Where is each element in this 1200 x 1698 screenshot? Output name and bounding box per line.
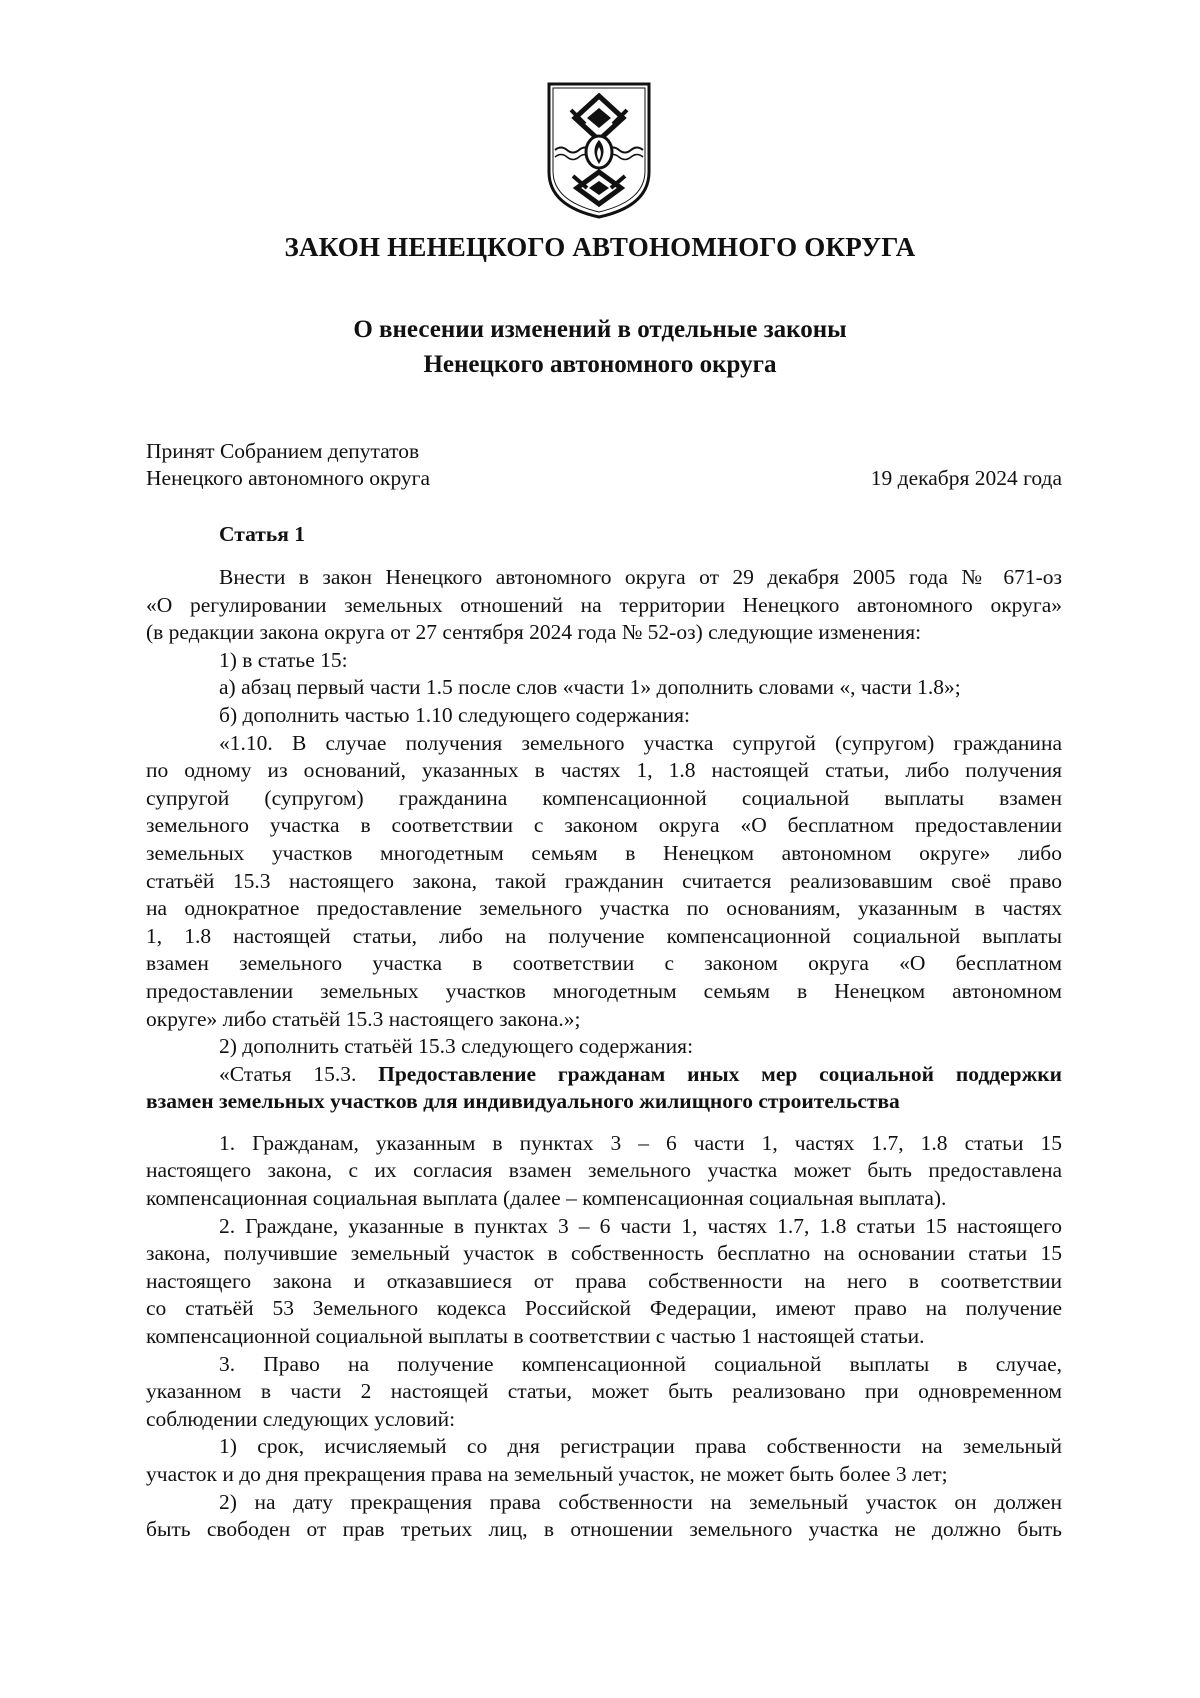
text-line: Внести в закон Ненецкого автономного округа от 29 декабря 2005 года № 671-оз: [219, 565, 1062, 589]
part-1-10: [146, 730, 1062, 1034]
adoption-body-line1: Принят Собранием депутатов: [146, 439, 420, 463]
text-line: «1.10. В случае получения земельного участка супругой (супругом) гражданина: [219, 730, 1062, 755]
paragraph-3: [146, 1351, 1062, 1434]
text-line: 3. Право на получение компенсационной социальной выплаты в случае,: [219, 1351, 1062, 1376]
text-line: соблюдении следующих условий:: [146, 1406, 456, 1431]
article-body: [146, 564, 1062, 1544]
text-line: на однократное предоставление земельного участка по основаниям, указанным в частях: [146, 896, 1062, 921]
text-line: земельного участка в соответствии с законом округа «О бесплатном предоставлении: [146, 813, 1062, 838]
text-line: супругой (супругом) гражданина компенсационной социальной выплаты взамен: [146, 785, 1062, 810]
text-line: компенсационная социальная выплата (далее – компенсационная социальная выплата).: [146, 1186, 947, 1211]
text-line: взамен земельного участка в соответствии с законом округа «О бесплатном: [146, 951, 1062, 976]
text-line: со статьёй 53 Земельного кодекса Российской Федерации, имеют право на получение: [146, 1296, 1062, 1321]
coat-of-arms-icon: [545, 80, 653, 220]
article-15-3-heading: [146, 1061, 1062, 1116]
text-line: земельных участков многодетным семьям в Ненецком автономном округе» либо: [146, 840, 1062, 865]
adoption-body-line2: Ненецкого автономного округа: [146, 466, 431, 490]
text-line: предоставлении земельных участков многодетным семьям в Ненецком автономном: [146, 978, 1062, 1003]
condition-1: [146, 1433, 1062, 1488]
text-line: (в редакции закона округа от 27 сентября 2024 года № 52-оз) следующие изменения:: [146, 620, 922, 645]
adoption-date: 19 декабря 2024 года: [870, 466, 1062, 490]
text-line: быть свободен от прав третьих лиц, в отношении земельного участка не должно быть: [146, 1517, 1062, 1542]
text-line: статьёй 15.3 настоящего закона, такой гражданин считается реализовавшим своё право: [146, 868, 1062, 893]
intro-paragraph: [146, 564, 1062, 647]
text-line: 2. Граждане, указанные в пунктах 3 – 6 части 1, частях 1.7, 1.8 статьи 15 настоящего: [219, 1213, 1062, 1238]
item-1: 1) в статье 15:: [219, 647, 348, 672]
text-line: 1, 1.8 настоящей статьи, либо на получение компенсационной социальной выплаты: [146, 923, 1062, 948]
text-line: настоящего закона и отказавшиеся от права собственности на него в соответствии: [146, 1268, 1062, 1293]
text-line: 1) срок, исчисляемый со дня регистрации права собственности на земельный: [219, 1434, 1062, 1459]
item-1a: а) абзац первый части 1.5 после слов «части 1» дополнить словами «, части 1.8»;: [219, 675, 961, 700]
paragraph-1: [146, 1130, 1062, 1213]
article-15-3-title: Предоставление гражданам иных мер социальной поддержки: [378, 1061, 1062, 1086]
item-2: 2) дополнить статьёй 15.3 следующего содержания:: [219, 1034, 694, 1059]
text-line: компенсационной социальной выплаты в соответствии с частью 1 настоящей статьи.: [146, 1324, 925, 1349]
subtitle-line: О внесении изменений в отдельные законы: [353, 316, 847, 343]
text-line: указанном в части 2 настоящей статьи, может быть реализовано при одновременном: [146, 1379, 1062, 1404]
law-subtitle: [0, 312, 1200, 382]
text-line: [146, 1061, 1062, 1089]
article-heading: Статья 1: [219, 522, 305, 546]
article-15-3-prefix: «Статья 15.3.: [219, 1061, 379, 1086]
text-line: по одному из оснований, указанных в частях 1, 1.8 настоящей статьи, либо получения: [146, 758, 1062, 783]
text-line: «О регулировании земельных отношений на территории Ненецкого автономного округа»: [146, 592, 1062, 617]
condition-2: [146, 1489, 1062, 1544]
text-line: участок и до дня прекращения права на земельный участок, не может быть более 3 лет;: [146, 1462, 948, 1486]
text-line: 1. Гражданам, указанным в пунктах 3 – 6 части 1, частях 1.7, 1.8 статьи 15: [219, 1130, 1062, 1155]
text-line: взамен земельных участков для индивидуального жилищного строительства: [146, 1089, 900, 1114]
text-line: округе» либо статьёй 15.3 настоящего закона.»;: [146, 1006, 581, 1031]
item-1b: б) дополнить частью 1.10 следующего содержания:: [219, 702, 690, 727]
text-line: закона, получившие земельный участок в собственность бесплатно на основании статьи 15: [146, 1241, 1062, 1266]
paragraph-2: [146, 1213, 1062, 1351]
text-line: 2) на дату прекращения права собственности на земельный участок он должен: [219, 1489, 1062, 1514]
spacer: [146, 1116, 1062, 1130]
text-line: настоящего закона, с их согласия взамен земельного участка может быть предоставлена: [146, 1158, 1062, 1183]
subtitle-line: Ненецкого автономного округа: [423, 351, 777, 378]
law-title: ЗАКОН НЕНЕЦКОГО АВТОНОМНОГО ОКРУГА: [284, 232, 916, 262]
